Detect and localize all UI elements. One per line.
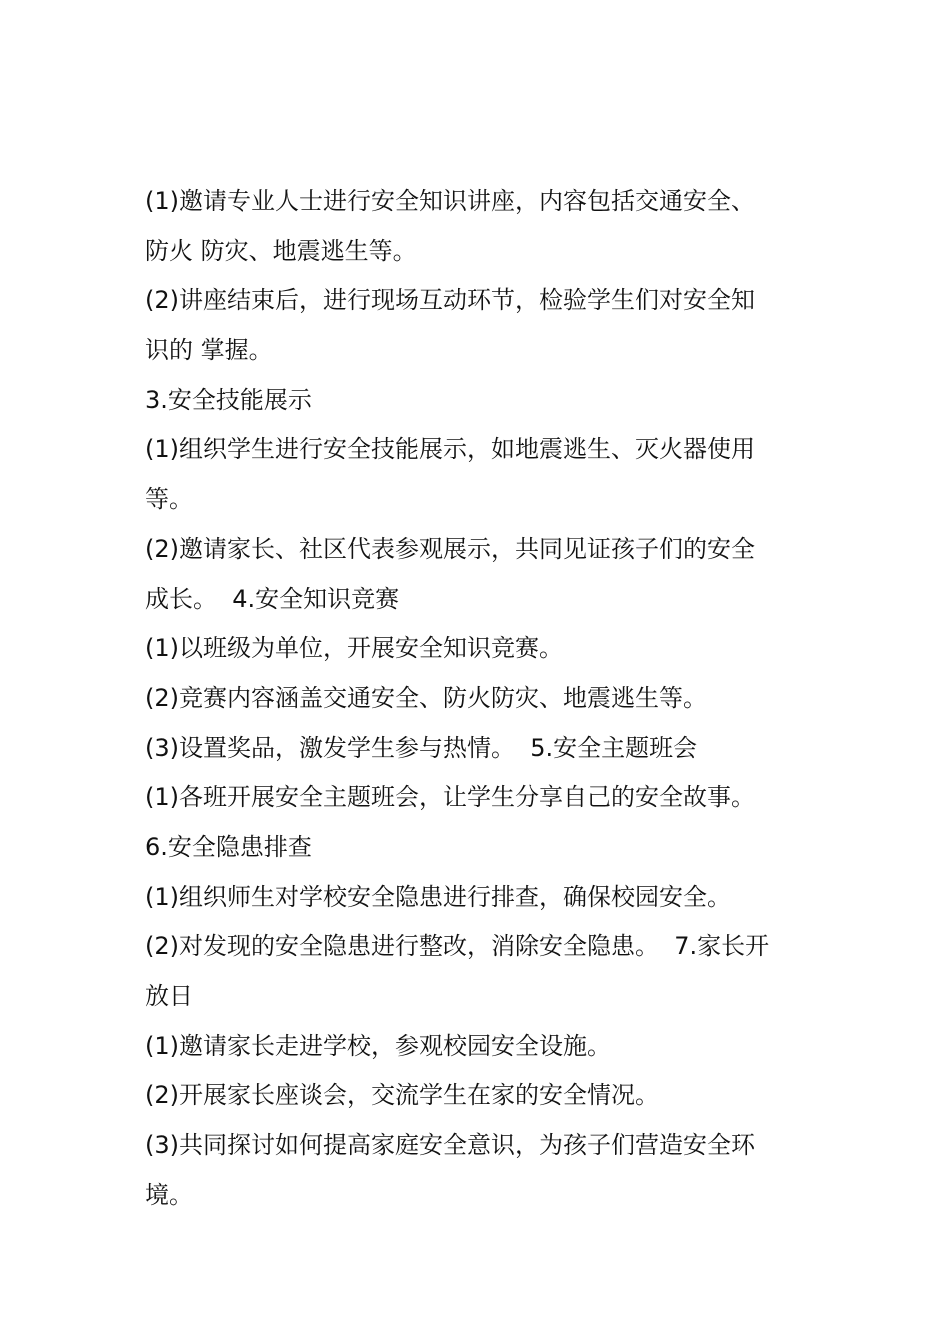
section-heading: 3.安全技能展示 <box>145 385 312 414</box>
text-line: 成长。 4.安全知识竞赛 <box>145 584 400 613</box>
text-line: (1)各班开展安全主题班会，让学生分享自己的安全故事。 <box>145 783 755 812</box>
text-line: (1)组织学生进行安全技能展示，如地震逃生、灭火器使用 <box>145 435 755 464</box>
document-body <box>145 177 810 1220</box>
text-line: (2)对发现的安全隐患进行整改，消除安全隐患。 7.家长开 <box>145 932 770 961</box>
text-line: 放日 <box>145 982 193 1010</box>
text-line: (2)邀请家长、社区代表参观展示，共同见证孩子们的安全 <box>145 534 755 563</box>
text-line: (1)以班级为单位，开展安全知识竞赛。 <box>145 634 563 663</box>
text-line: (1)邀请专业人士进行安全知识讲座，内容包括交通安全、 <box>145 187 755 215</box>
text-line: (1)组织师生对学校安全隐患进行排查，确保校园安全。 <box>145 882 731 911</box>
text-line: 防火 防灾、地震逃生等。 <box>145 236 417 265</box>
text-line: (2)竞赛内容涵盖交通安全、防火防灾、地震逃生等。 <box>145 683 707 712</box>
text-line: (3)设置奖品，激发学生参与热情。 5.安全主题班会 <box>145 733 698 762</box>
text-line: 识的 掌握。 <box>145 336 273 365</box>
text-line: (1)邀请家长走进学校，参观校园安全设施。 <box>145 1031 611 1060</box>
text-line: (2)开展家长座谈会，交流学生在家的安全情况。 <box>145 1081 659 1110</box>
section-heading: 6.安全隐患排查 <box>145 832 312 861</box>
text-line: 等。 <box>145 485 193 514</box>
text-line: 境。 <box>145 1180 193 1209</box>
text-line: (2)讲座结束后，进行现场互动环节，检验学生们对安全知 <box>145 286 755 315</box>
text-line: (3)共同探讨如何提高家庭安全意识，为孩子们营造安全环 <box>145 1131 755 1160</box>
